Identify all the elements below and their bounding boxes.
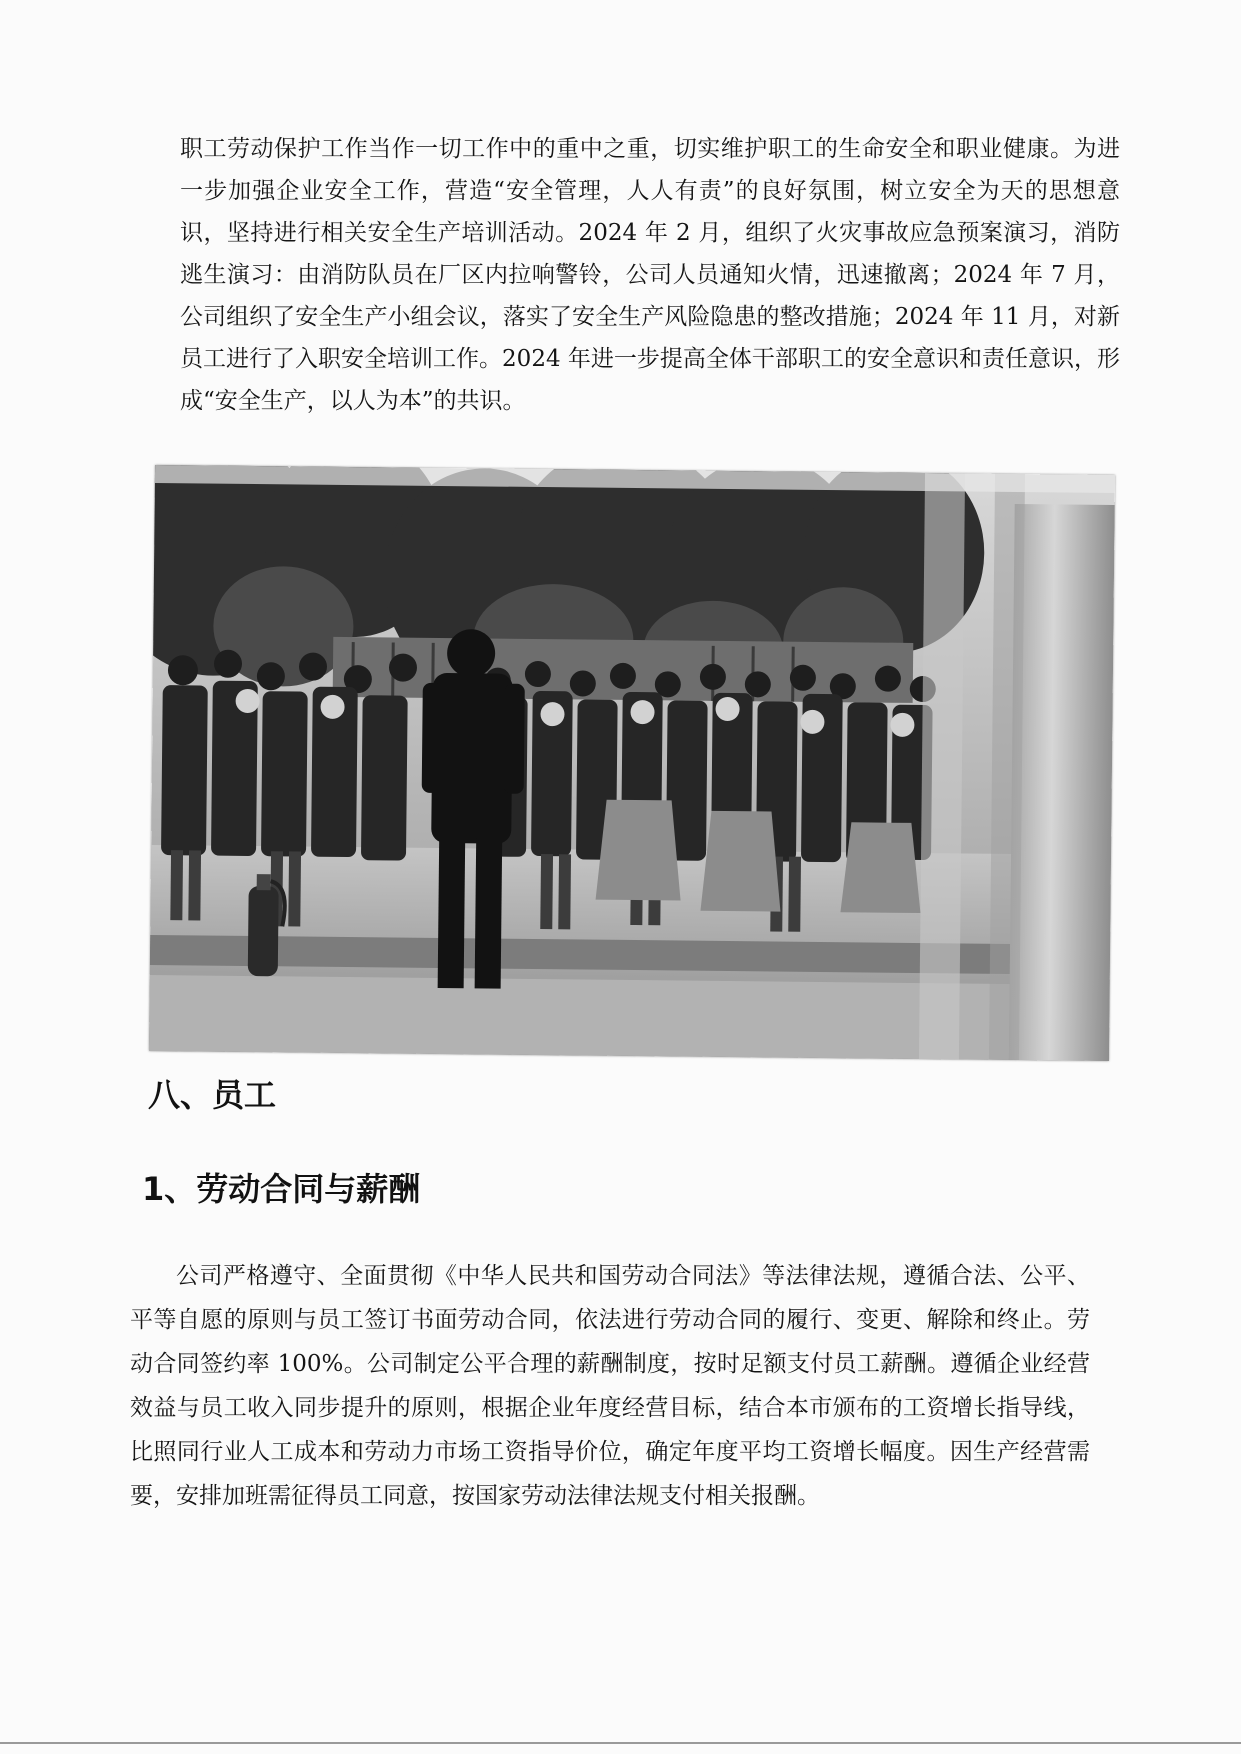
labor-contract-paragraph: 公司严格遵守、全面贯彻《中华人民共和国劳动合同法》等法律法规，遵循合法、公平、平等自愿的原则与员工签订书面劳动合同，依法进行劳动合同的履行、变更、解除和终止。劳动合同签约率 100%。公司制定公平合理的薪酬制度，按时足额支付员工薪酬。遵循企业经营效益与员工收入同步提升的原则，根据企业年度经营目标，结合本市颁布的工资增长指导线，比照同行业人工成本和劳动力市场工资指导价位，确定年度平均工资增长幅度。因生产经营需要，安排加班需征得员工同意，按国家劳动法律法规支付相关报酬。 <box>130 1263 1090 1509</box>
section-heading: 八、员工 <box>148 1076 277 1114</box>
photo-fire-drill-icon <box>149 465 1115 1061</box>
fire-drill-photo <box>149 465 1115 1061</box>
subsection-heading: 1、劳动合同与薪酬 <box>142 1170 421 1208</box>
scan-edge-divider <box>0 1742 1241 1744</box>
safety-training-paragraph: 职工劳动保护工作当作一切工作中的重中之重，切实维护职工的生命安全和职业健康。为进一步加强企业安全工作，营造“安全管理，人人有责”的良好氛围，树立安全为天的思想意识，坚持进行相关安全生产培训活动。2024 年 2 月，组织了火灾事故应急预案演习，消防逃生演习：由消防队员在厂区内拉响警铃，公司人员通知火情，迅速撤离；2024 年 7 月，公司组织了安全生产小组会议，落实了安全生产风险隐患的整改措施；2024 年 11 月，对新员工进行了入职安全培训工作。2024 年进一步提高全体干部职工的安全意识和责任意识，形成“安全生产，以人为本”的共识。 <box>180 136 1120 414</box>
